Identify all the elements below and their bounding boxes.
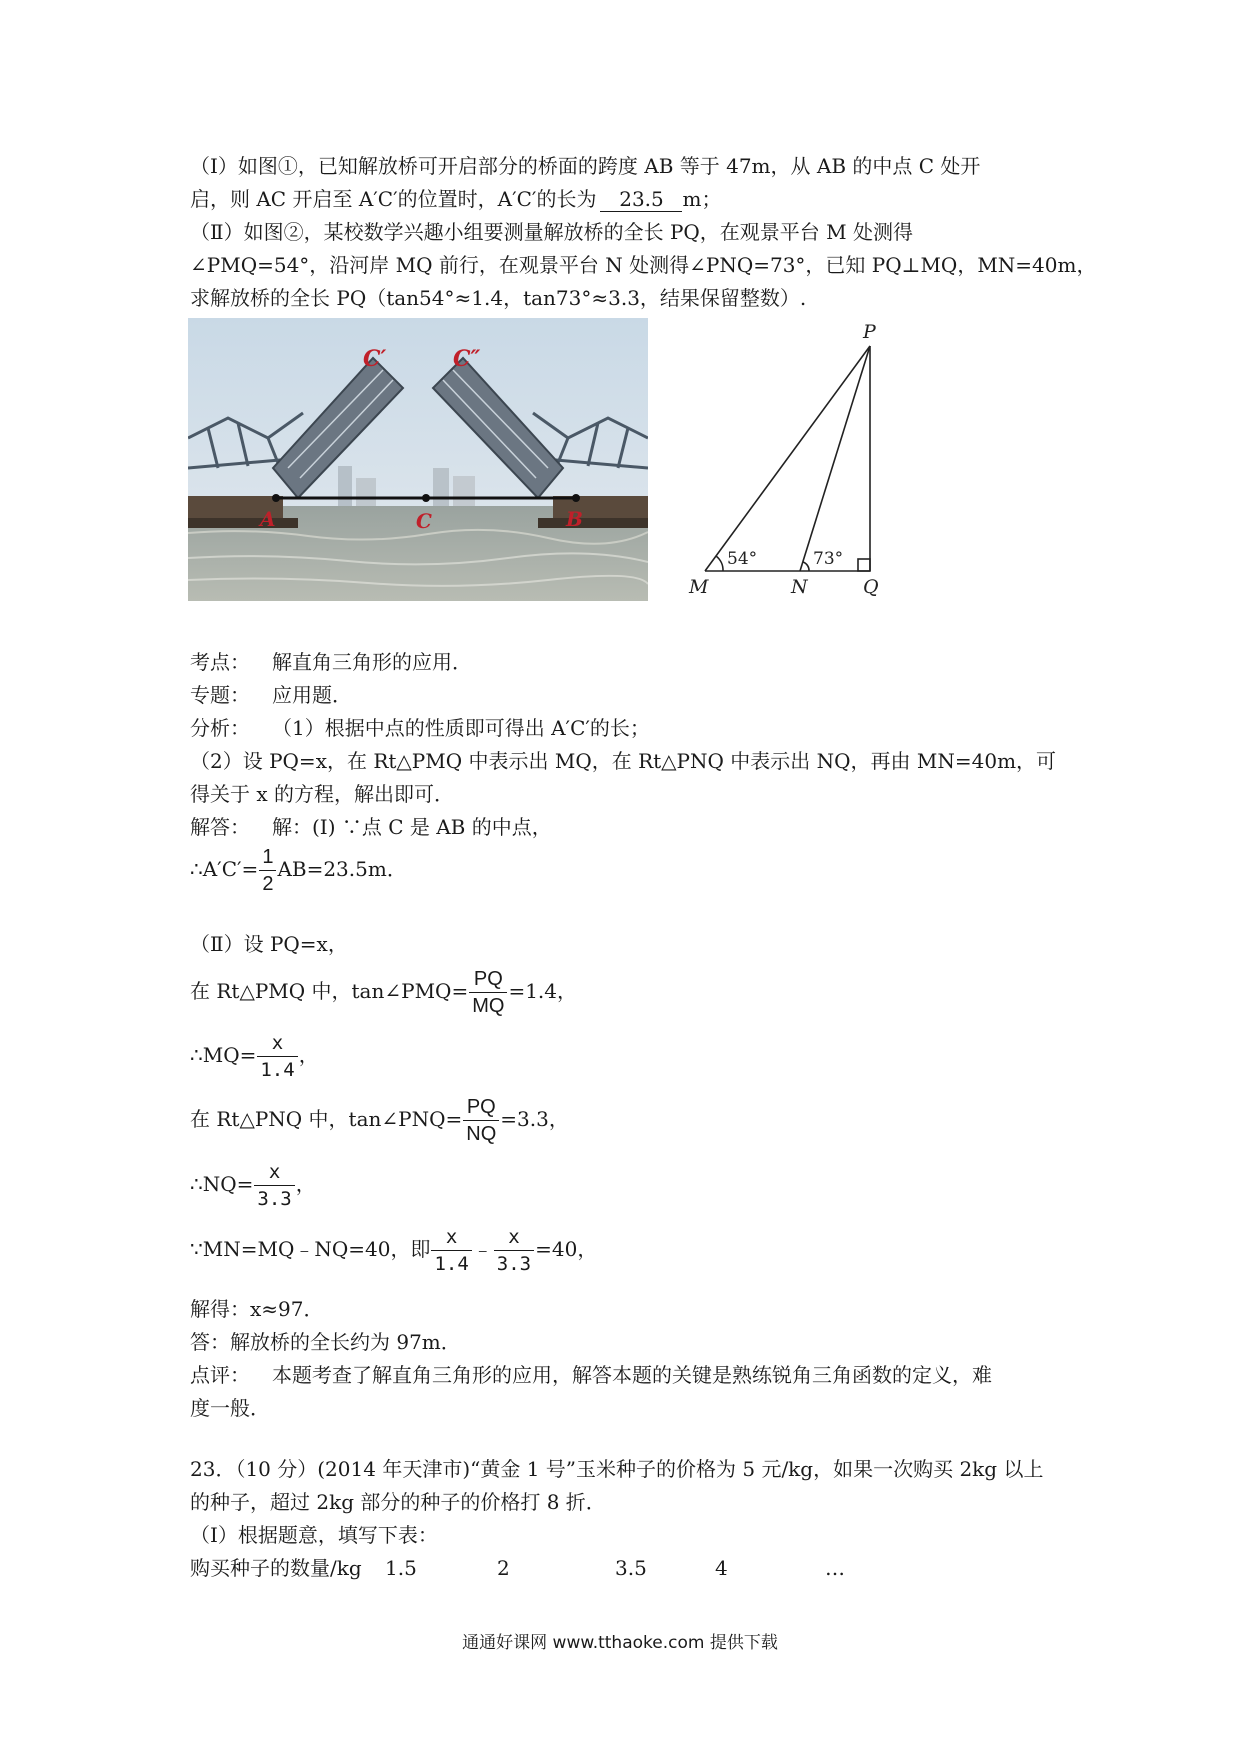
label-b: B bbox=[566, 507, 583, 531]
dianping-row: 点评： 本题考查了解直角三角形的应用，解答本题的关键是熟练锐角三角函数的定义，难 bbox=[190, 1363, 992, 1387]
solution-conclusion bbox=[190, 1293, 1070, 1425]
angle-n-label: 73° bbox=[813, 549, 844, 569]
triangle-diagram bbox=[675, 318, 905, 603]
label-q: Q bbox=[863, 576, 879, 598]
solution-step-7: ∵MN=MQ﹣NQ=40，即 $\frac{x}{1.4}$ ﹣ $\frac{x}{3.3}$ =40， bbox=[190, 1226, 598, 1275]
jieda-row: 解答： 解：(Ⅰ) ∵点 C 是 AB 的中点， bbox=[190, 815, 552, 839]
label-n: N bbox=[791, 576, 808, 598]
zhuanti-row: 专题： 应用题． bbox=[190, 683, 352, 707]
table-cell: … bbox=[825, 1556, 845, 1580]
page-footer: 通通好课网 www.tthaoke.com 提供下载 bbox=[462, 1633, 778, 1653]
label-a: A bbox=[260, 507, 276, 531]
kaodian-row: 考点： 解直角三角形的应用． bbox=[190, 650, 472, 674]
solution-step-5: 在 Rt△PNQ 中，tan∠PNQ= $\frac{PQ}{NQ}$ =3.3， bbox=[190, 1096, 569, 1145]
dianping-line2: 度一般． bbox=[190, 1396, 270, 1420]
problem-23 bbox=[190, 1453, 1070, 1585]
label-c-double-prime: C″ bbox=[453, 346, 481, 372]
bridge-photo bbox=[188, 318, 648, 601]
fenxi-line3: 得关于 x 的方程，解出即可． bbox=[190, 782, 454, 806]
problem-22-statement bbox=[190, 150, 1097, 315]
table-cell: 1.5 bbox=[385, 1556, 417, 1580]
table-cell: 2 bbox=[497, 1556, 510, 1580]
solution-step-1: ∴A′C′= $\frac{1}{2}$ AB=23.5m． bbox=[190, 846, 407, 895]
fenxi-row: 分析： （1）根据中点的性质即可得出 A′C′的长； bbox=[190, 716, 650, 740]
analysis-block bbox=[190, 646, 1070, 844]
table-header: 购买种子的数量/kg bbox=[190, 1556, 362, 1580]
angle-m-label: 54° bbox=[727, 549, 758, 569]
part2-line3: 求解放桥的全长 PQ（tan54°≈1.4，tan73°≈3.3，结果保留整数）. bbox=[190, 286, 807, 310]
solution-step-6: ∴NQ= $\frac{x}{3.3}$ ， bbox=[190, 1161, 316, 1210]
part2-line2: ∠PMQ=54°，沿河岸 MQ 前行，在观景平台 N 处测得∠PNQ=73°，已知 PQ⊥MQ，MN=40m， bbox=[190, 253, 1097, 277]
fenxi-line2: （2）设 PQ=x，在 Rt△PMQ 中表示出 MQ，在 Rt△PNQ 中表示出 NQ，再由 MN=40m，可 bbox=[190, 749, 1057, 773]
part1-answer-blank: 23.5 bbox=[600, 187, 682, 212]
solution-step-4: ∴MQ= $\frac{x}{1.4}$ ， bbox=[190, 1032, 319, 1081]
part1-line2: 启，则 AC 开启至 A′C′的位置时，A′C′的长为 23.5 m； bbox=[190, 187, 722, 211]
problem-23-line3: （Ⅰ）根据题意，填写下表： bbox=[190, 1523, 438, 1547]
label-c-prime: C′ bbox=[363, 346, 387, 372]
problem-23-line2: 的种子，超过 2kg 部分的种子的价格打 8 折． bbox=[190, 1490, 606, 1514]
label-p: P bbox=[863, 321, 876, 343]
part2-line1: （Ⅱ）如图②，某校数学兴趣小组要测量解放桥的全长 PQ，在观景平台 M 处测得 bbox=[190, 220, 913, 244]
table-cell: 3.5 bbox=[615, 1556, 647, 1580]
solution-step-2: （Ⅱ）设 PQ=x， bbox=[190, 932, 348, 956]
problem-23-table-row bbox=[190, 1552, 1070, 1585]
label-m: M bbox=[689, 576, 709, 598]
part1-line1: （Ⅰ）如图①，已知解放桥可开启部分的桥面的跨度 AB 等于 47m，从 AB 的中点 C 处开 bbox=[190, 154, 981, 178]
problem-23-line1: 23．（10 分）(2014 年天津市)“黄金 1 号”玉米种子的价格为 5 元/kg，如果一次购买 2kg 以上 bbox=[190, 1457, 1044, 1481]
solution-step-9: 答：解放桥的全长约为 97m． bbox=[190, 1330, 461, 1354]
solution-step-3: 在 Rt△PMQ 中，tan∠PMQ= $\frac{PQ}{MQ}$ =1.4， bbox=[190, 968, 578, 1017]
table-cell: 4 bbox=[715, 1556, 728, 1580]
label-c: C bbox=[416, 509, 432, 533]
solution-step-8: 解得：x≈97． bbox=[190, 1297, 324, 1321]
